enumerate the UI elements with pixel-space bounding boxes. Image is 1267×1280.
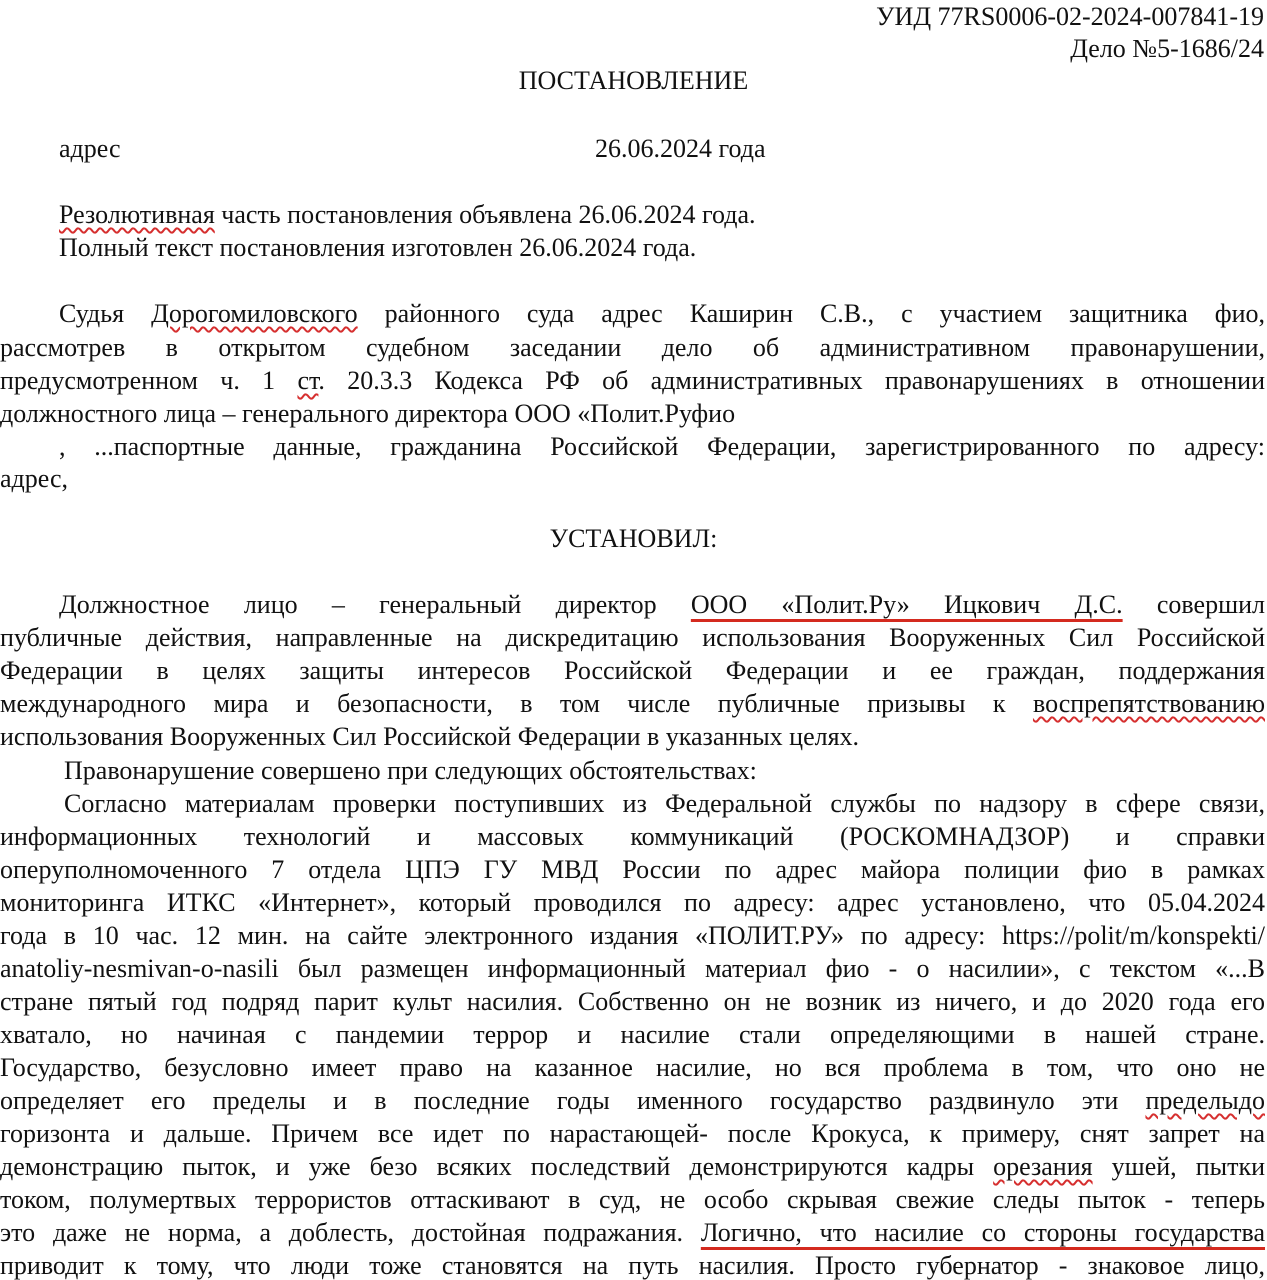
text-span: совершил [1122,590,1265,619]
body-line [0,1086,1265,1116]
case-number: Дело №5-1686/24 [1070,34,1264,63]
text-span: . 20.3.3 Кодекса РФ об административных правонарушениях в отношении [318,366,1265,395]
intro-line: , ...паспортные данные, гражданина Российской Федерации, зарегистрированного по адресу: [59,432,1265,461]
resolution-line-1 [59,200,756,230]
body-line: anatoliy-nesmivan-o-nasili был размещен информационный материал фио - о насилии», с текстом «...В [0,954,1265,983]
intro-line: должностного лица – генерального директора ООО «Полит.Руфио [0,399,736,428]
body-line [0,1152,1265,1182]
body-line: года в 10 час. 12 мин. на сайте электронного издания «ПОЛИТ.РУ» по адресу: https://polit/m/konspekti/ [0,921,1265,950]
body-line [0,1218,1265,1248]
text-span: демонстрацию пыток, и уже безо всяких последствий демонстрируются кадры [0,1152,994,1181]
section-heading: УСТАНОВИЛ: [549,524,718,553]
highlighted-phrase: Логично, что насилие со стороны государства [700,1218,1265,1247]
text-span: часть постановления объявлена 26.06.2024 года. [214,200,756,229]
body-line [0,689,1265,719]
text-span: районного суда адрес Каширин С.В., с участием защитника фио, [357,299,1265,328]
body-line: Правонарушение совершено при следующих обстоятельствах: [64,756,757,785]
place: адрес [59,134,121,163]
text-span: международного мира и безопасности, в том числе публичные призывы к [0,689,1033,718]
text-span: это даже не норма, а доблесть, достойная подражания. [0,1218,701,1247]
spellcheck-word: пределыдо [1145,1086,1265,1115]
body-line: публичные действия, направленные на дискредитацию использования Вооруженных Сил Российской [0,623,1265,652]
highlighted-phrase: ООО «Полит.Ру» Ицкович Д.С. [690,590,1123,619]
spellcheck-word: ст [297,366,319,395]
document-title: ПОСТАНОВЛЕНИЕ [518,66,749,95]
body-line: горизонта и дальше. Причем все идет по нарастающей- после Крокуса, к примеру, снят запрет на [0,1119,1265,1148]
body-line: использования Вооруженных Сил Российской Федерации в указанных целях. [0,722,860,751]
spellcheck-word: Дорогомиловского [151,299,358,328]
text-span: определяет его пределы и в последние годы именного государство раздвинуло эти [0,1086,1146,1115]
spellcheck-word: воспрепятствованию [1032,689,1265,718]
body-line: приводит к тому, что люди тоже становятся на путь насилия. Просто губернатор - знаковое лицо, [0,1251,1265,1280]
intro-line [59,299,1265,329]
intro-line: рассмотрев в открытом судебном заседании дело об административном правонарушении, [0,333,1265,362]
body-line: током, полумертвых террористов оттаскивают в суд, не особо скрывая свежие следы пыток - теперь [0,1185,1265,1214]
text-span: ушей, пытки [1092,1152,1265,1181]
text-span: Должностное лицо – генеральный директор [59,590,691,619]
resolution-line-2: Полный текст постановления изготовлен 26.06.2024 года. [59,233,697,262]
spellcheck-word: Резолютивная [59,200,215,229]
document-date: 26.06.2024 года [595,134,766,163]
body-line: Государство, безусловно имеет право на казанное насилие, но вся проблема в том, что оно не [0,1053,1265,1082]
body-line: хватало, но начиная с пандемии террор и насилие стали определяющими в нашей стране. [0,1020,1265,1049]
body-line: Федерации в целях защиты интересов Российской Федерации и ее граждан, поддержания [0,656,1265,685]
body-line: информационных технологий и массовых коммуникаций (РОСКОМНАДЗОР) и справки [0,822,1265,851]
text-span: Судья [59,299,152,328]
text-span: предусмотренном ч. 1 [0,366,298,395]
intro-line [0,366,1265,396]
spellcheck-word: орезания [993,1152,1093,1181]
intro-line: адрес, [0,464,68,493]
body-line: мониторинга ИТКС «Интернет», который проводился по адресу: адрес установлено, что 05.04.2024 [0,888,1265,917]
body-line: оперуполномоченного 7 отдела ЦПЭ ГУ МВД России по адрес майора полиции фио в рамках [0,855,1265,884]
case-uid: УИД 77RS0006-02-2024-007841-19 [876,2,1264,31]
body-line [59,590,1265,620]
body-line: стране пятый год подряд парит культ насилия. Собственно он не возник из ничего, и до 2020 года его [0,987,1265,1016]
body-line: Согласно материалам проверки поступивших из Федеральной службы по надзору в сфере связи, [64,789,1265,818]
